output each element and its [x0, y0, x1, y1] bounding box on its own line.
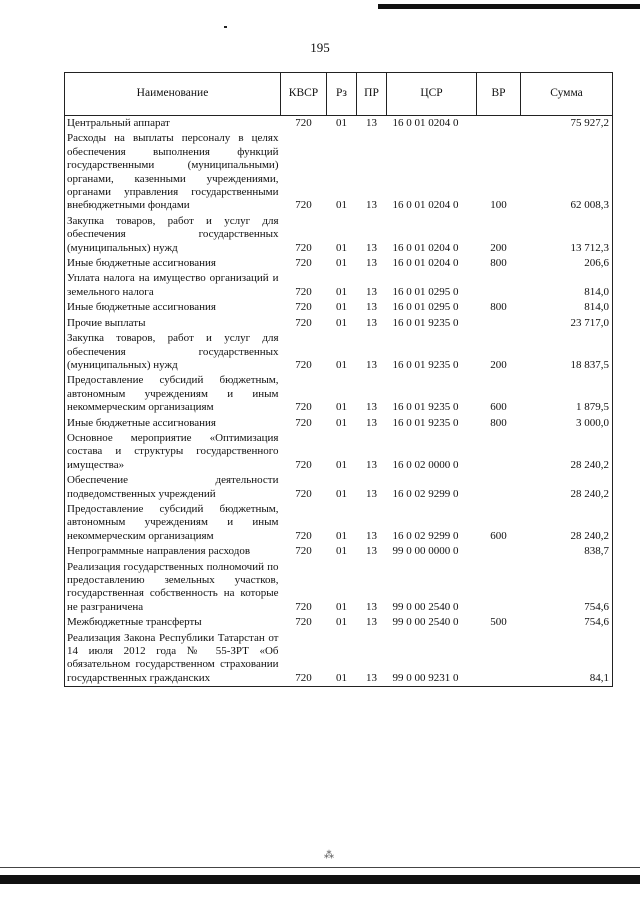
row-vr-cell	[477, 116, 521, 132]
row-rz-cell: 01	[336, 487, 347, 500]
row-rz-cell: 01	[336, 401, 347, 414]
row-name-cell: Иные бюджетные ассигнования	[65, 300, 281, 315]
table-row	[65, 131, 613, 213]
row-sum-cell: 1 879,5	[521, 373, 613, 415]
row-rz-cell: 01	[336, 199, 347, 212]
row-sum-cell: 838,7	[521, 544, 613, 559]
row-rz-cell: 01	[336, 257, 347, 270]
row-rz-cell: 01	[336, 458, 347, 471]
row-vr-cell: 200	[490, 241, 507, 254]
row-sum-cell: 23 717,0	[521, 316, 613, 331]
row-name-cell: Центральный аппарат	[65, 116, 281, 132]
table-row	[65, 615, 613, 630]
row-sum-cell: 754,6	[521, 615, 613, 630]
row-pr-cell: 13	[366, 458, 377, 471]
row-rz-cell: 01	[336, 416, 347, 429]
table-row	[65, 256, 613, 271]
row-kvsr-cell: 720	[295, 600, 312, 613]
row-csr-cell: 16 0 01 0204 0	[392, 199, 459, 212]
row-pr-cell: 13	[366, 301, 377, 314]
row-pr-cell: 13	[366, 487, 377, 500]
row-vr-cell: 800	[490, 301, 507, 314]
row-kvsr-cell: 720	[295, 358, 312, 371]
row-pr-cell: 13	[366, 616, 377, 629]
row-csr-cell: 16 0 01 9235 0	[392, 401, 459, 414]
row-name-cell: Предоставление субсидий бюджетным, автономным учреждениям и иным некоммерческим организациям	[65, 373, 281, 415]
row-csr-cell: 16 0 01 0295 0	[392, 301, 459, 314]
row-pr-cell: 13	[366, 401, 377, 414]
row-csr-cell: 16 0 01 9235 0	[392, 316, 459, 329]
row-vr-cell: 200	[490, 358, 507, 371]
row-pr-cell: 13	[366, 529, 377, 542]
row-pr-cell: 13	[357, 631, 387, 687]
row-rz-cell: 01	[336, 301, 347, 314]
row-sum-cell: 62 008,3	[521, 131, 613, 213]
row-kvsr-cell: 720	[295, 616, 312, 629]
row-rz-cell: 01	[336, 358, 347, 371]
column-header-rz: Рз	[327, 73, 357, 116]
row-sum-cell: 28 240,2	[521, 431, 613, 473]
row-kvsr-cell: 720	[295, 257, 312, 270]
row-vr-cell	[477, 431, 521, 473]
row-kvsr-cell: 720	[295, 529, 312, 542]
row-csr-cell: 99 0 00 2540 0	[392, 616, 459, 629]
row-rz-cell: 01	[336, 316, 347, 329]
column-header-sum: Сумма	[521, 73, 613, 116]
table-row	[65, 271, 613, 300]
row-kvsr-cell: 720	[295, 199, 312, 212]
row-pr-cell: 13	[366, 358, 377, 371]
row-csr-cell: 99 0 00 0000 0	[392, 545, 459, 558]
row-sum-cell: 3 000,0	[521, 416, 613, 431]
row-name-cell: Уплата налога на имущество организаций и земельного налога	[65, 271, 281, 300]
row-name-cell: Реализация Закона Республики Татарстан от 14 июля 2012 года № 55-ЗРТ «Об обязательном государственном страховании государственных гражданских	[65, 631, 281, 687]
row-csr-cell: 16 0 02 9299 0	[392, 529, 459, 542]
row-rz-cell: 01	[336, 616, 347, 629]
row-vr-cell	[477, 544, 521, 559]
row-vr-cell: 100	[490, 199, 507, 212]
row-vr-cell: 800	[490, 416, 507, 429]
row-name-cell: Обеспечение деятельности подведомственных учреждений	[65, 473, 281, 502]
row-name-cell: Закупка товаров, работ и услуг для обеспечения государственных (муниципальных) нужд	[65, 331, 281, 373]
row-vr-cell: 600	[490, 401, 507, 414]
row-rz-cell: 01	[336, 600, 347, 613]
row-vr-cell: 800	[490, 257, 507, 270]
row-csr-cell: 16 0 02 0000 0	[392, 458, 459, 471]
row-csr-cell: 16 0 01 0204 0	[392, 117, 459, 129]
row-csr-cell: 16 0 01 0204 0	[392, 257, 459, 270]
row-kvsr-cell: 720	[295, 301, 312, 314]
row-name-cell: Расходы на выплаты персоналу в целях обеспечения выполнения функций государственными (муниципальными) органами, казенными учреждениями, органами управления государственными внебюджетными фондами	[65, 131, 281, 213]
row-csr-cell: 16 0 02 9299 0	[392, 487, 459, 500]
row-csr-cell: 16 0 01 0295 0	[392, 285, 459, 298]
row-csr-cell: 16 0 01 9235 0	[392, 416, 459, 429]
row-pr-cell: 13	[366, 199, 377, 212]
row-name-cell: Основное мероприятие «Оптимизация состава и структуры государственного имущества»	[65, 431, 281, 473]
row-vr-cell: 600	[490, 529, 507, 542]
table-row	[65, 560, 613, 616]
row-name-cell: Межбюджетные трансферты	[65, 615, 281, 630]
row-sum-cell: 28 240,2	[521, 473, 613, 502]
table-row	[65, 416, 613, 431]
scan-speck	[224, 26, 227, 28]
column-header-pr: ПР	[357, 73, 387, 116]
table-row	[65, 631, 613, 687]
column-header-csr: ЦСР	[387, 73, 477, 116]
row-vr-cell	[477, 560, 521, 616]
row-name-cell: Прочие выплаты	[65, 316, 281, 331]
row-kvsr-cell: 720	[295, 416, 312, 429]
row-pr-cell: 13	[366, 545, 377, 558]
table-row	[65, 431, 613, 473]
row-rz-cell: 01	[336, 529, 347, 542]
row-kvsr-cell: 720	[295, 316, 312, 329]
row-kvsr-cell: 720	[295, 458, 312, 471]
row-vr-cell: 500	[490, 616, 507, 629]
row-csr-cell: 16 0 01 9235 0	[392, 358, 459, 371]
row-name-cell: Предоставление субсидий бюджетным, автономным учреждениям и иным некоммерческим организациям	[65, 502, 281, 544]
page-number: 195	[310, 40, 330, 55]
row-kvsr-cell: 720	[295, 285, 312, 298]
table-row	[65, 502, 613, 544]
column-header-kvsr: КВСР	[281, 73, 327, 116]
row-name-cell: Закупка товаров, работ и услуг для обеспечения государственных (муниципальных) нужд	[65, 214, 281, 256]
table-row	[65, 331, 613, 373]
row-pr-cell: 13	[366, 416, 377, 429]
row-name-cell: Иные бюджетные ассигнования	[65, 256, 281, 271]
row-pr-cell: 13	[366, 316, 377, 329]
row-name-cell: Реализация государственных полномочий по предоставлению земельных участков, государственная собственность на которые не разграничена	[65, 560, 281, 616]
row-pr-cell: 13	[366, 285, 377, 298]
row-sum-cell: 206,6	[521, 256, 613, 271]
row-rz-cell: 01	[336, 117, 347, 129]
row-pr-cell: 13	[366, 117, 377, 129]
table-row	[65, 373, 613, 415]
row-sum-cell: 814,0	[521, 271, 613, 300]
row-sum-cell: 75 927,2	[521, 116, 613, 132]
scan-top-edge	[378, 4, 640, 9]
row-name-cell: Непрограммные направления расходов	[65, 544, 281, 559]
table-row	[65, 214, 613, 256]
row-csr-cell: 99 0 00 9231 0	[387, 631, 477, 687]
row-kvsr-cell: 720	[281, 631, 327, 687]
row-rz-cell: 01	[327, 631, 357, 687]
row-name-cell: Иные бюджетные ассигнования	[65, 416, 281, 431]
row-kvsr-cell: 720	[295, 401, 312, 414]
table-row	[65, 300, 613, 315]
scan-bottom-line	[0, 867, 640, 868]
table-row	[65, 473, 613, 502]
row-kvsr-cell: 720	[295, 117, 312, 129]
row-pr-cell: 13	[366, 600, 377, 613]
row-csr-cell: 16 0 01 0204 0	[392, 241, 459, 254]
row-rz-cell: 01	[336, 545, 347, 558]
table-row	[65, 316, 613, 331]
budget-table	[64, 72, 613, 687]
table-header-row	[65, 73, 613, 116]
row-sum-cell: 754,6	[521, 560, 613, 616]
row-sum-cell: 814,0	[521, 300, 613, 315]
row-vr-cell	[477, 316, 521, 331]
scan-bottom-edge	[0, 875, 640, 884]
row-rz-cell: 01	[336, 241, 347, 254]
row-vr-cell	[477, 631, 521, 687]
row-vr-cell	[477, 473, 521, 502]
row-pr-cell: 13	[366, 257, 377, 270]
row-pr-cell: 13	[366, 241, 377, 254]
row-rz-cell: 01	[336, 285, 347, 298]
table-row	[65, 544, 613, 559]
table-row	[65, 116, 613, 132]
column-header-name: Наименование	[65, 73, 281, 116]
row-csr-cell: 99 0 00 2540 0	[392, 600, 459, 613]
row-vr-cell	[477, 271, 521, 300]
row-kvsr-cell: 720	[295, 487, 312, 500]
row-sum-cell: 28 240,2	[521, 502, 613, 544]
row-sum-cell: 84,1	[521, 631, 613, 687]
row-sum-cell: 13 712,3	[521, 214, 613, 256]
row-kvsr-cell: 720	[295, 545, 312, 558]
row-kvsr-cell: 720	[295, 241, 312, 254]
row-sum-cell: 18 837,5	[521, 331, 613, 373]
column-header-vr: ВР	[477, 73, 521, 116]
scan-mark: ⁂	[324, 850, 334, 861]
